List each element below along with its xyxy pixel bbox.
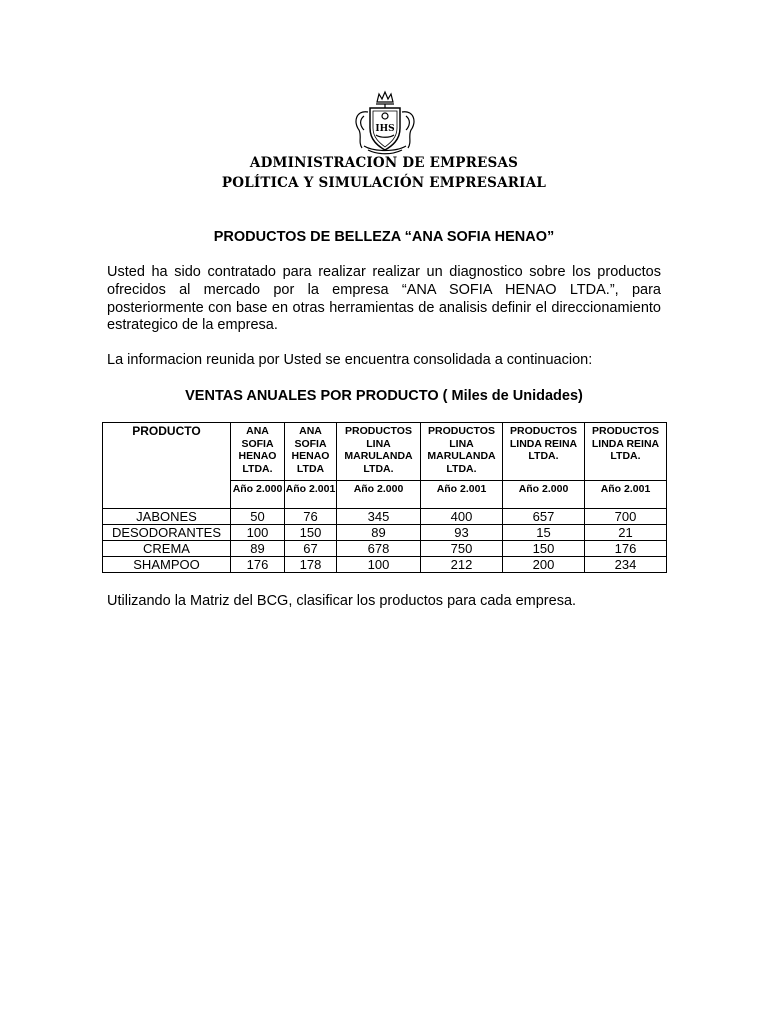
sales-cell: 150: [503, 541, 585, 557]
institution-name: ADMINISTRACION DE EMPRESAS: [249, 155, 519, 171]
case-title: PRODUCTOS DE BELLEZA “ANA SOFIA HENAO”: [213, 229, 555, 245]
intro-paragraph: Usted ha sido contratado para realizar realizar un diagnostico sobre los productos ofrecidos al mercado por la empresa “ANA SOFIA HENAO LTDA.”, para posteriormente con base en otras herramientas de analisis definir el direccionamiento estrategico de la empresa.: [107, 264, 661, 334]
header-company: PRODUCTOS LINDA REINA LTDA.: [503, 423, 585, 481]
course-name: POLÍTICA Y SIMULACIÓN EMPRESARIAL: [221, 175, 547, 191]
sales-cell: 93: [421, 525, 503, 541]
header-company: PRODUCTOS LINA MARULANDA LTDA.: [337, 423, 421, 481]
sales-cell: 234: [585, 557, 667, 573]
sales-cell: 176: [585, 541, 667, 557]
instruction-paragraph: Utilizando la Matriz del BCG, clasificar los productos para cada empresa.: [107, 593, 577, 609]
table-row: [103, 541, 667, 557]
sales-cell: 176: [231, 557, 285, 573]
sales-cell: 15: [503, 525, 585, 541]
sales-cell: 50: [231, 509, 285, 525]
table-title: VENTAS ANUALES POR PRODUCTO ( Miles de Unidades): [185, 388, 583, 404]
info-paragraph: La informacion reunida por Usted se encuentra consolidada a continuacion:: [107, 352, 593, 368]
table-row: [103, 509, 667, 525]
sales-cell: 100: [337, 557, 421, 573]
table-header-row: [103, 423, 667, 481]
header-product: PRODUCTO: [103, 423, 231, 509]
sales-cell: 89: [337, 525, 421, 541]
sales-cell: 400: [421, 509, 503, 525]
sales-cell: 150: [285, 525, 337, 541]
header-company: PRODUCTOS LINA MARULANDA LTDA.: [421, 423, 503, 481]
sales-cell: 657: [503, 509, 585, 525]
header-year: Año 2.001: [285, 481, 337, 509]
sales-cell: 345: [337, 509, 421, 525]
sales-cell: 750: [421, 541, 503, 557]
institution-seal-logo: [350, 90, 420, 156]
header-year: Año 2.001: [421, 481, 503, 509]
sales-cell: 100: [231, 525, 285, 541]
header-company: ANA SOFIA HENAO LTDA.: [231, 423, 285, 481]
header-year: Año 2.001: [585, 481, 667, 509]
product-name: DESODORANTES: [103, 525, 231, 541]
sales-cell: 67: [285, 541, 337, 557]
sales-cell: 212: [421, 557, 503, 573]
sales-cell: 178: [285, 557, 337, 573]
table-row: [103, 557, 667, 573]
product-name: SHAMPOO: [103, 557, 231, 573]
header-company: ANA SOFIA HENAO LTDA: [285, 423, 337, 481]
header-year: Año 2.000: [231, 481, 285, 509]
sales-cell: 89: [231, 541, 285, 557]
sales-cell: 678: [337, 541, 421, 557]
annual-sales-table: [102, 422, 667, 573]
sales-cell: 700: [585, 509, 667, 525]
product-name: CREMA: [103, 541, 231, 557]
sales-cell: 21: [585, 525, 667, 541]
sales-cell: 200: [503, 557, 585, 573]
table-row: [103, 525, 667, 541]
header-year: Año 2.000: [337, 481, 421, 509]
header-year: Año 2.000: [503, 481, 585, 509]
header-company: PRODUCTOS LINDA REINA LTDA.: [585, 423, 667, 481]
sales-cell: 76: [285, 509, 337, 525]
svg-text:IHS: IHS: [375, 124, 395, 134]
product-name: JABONES: [103, 509, 231, 525]
